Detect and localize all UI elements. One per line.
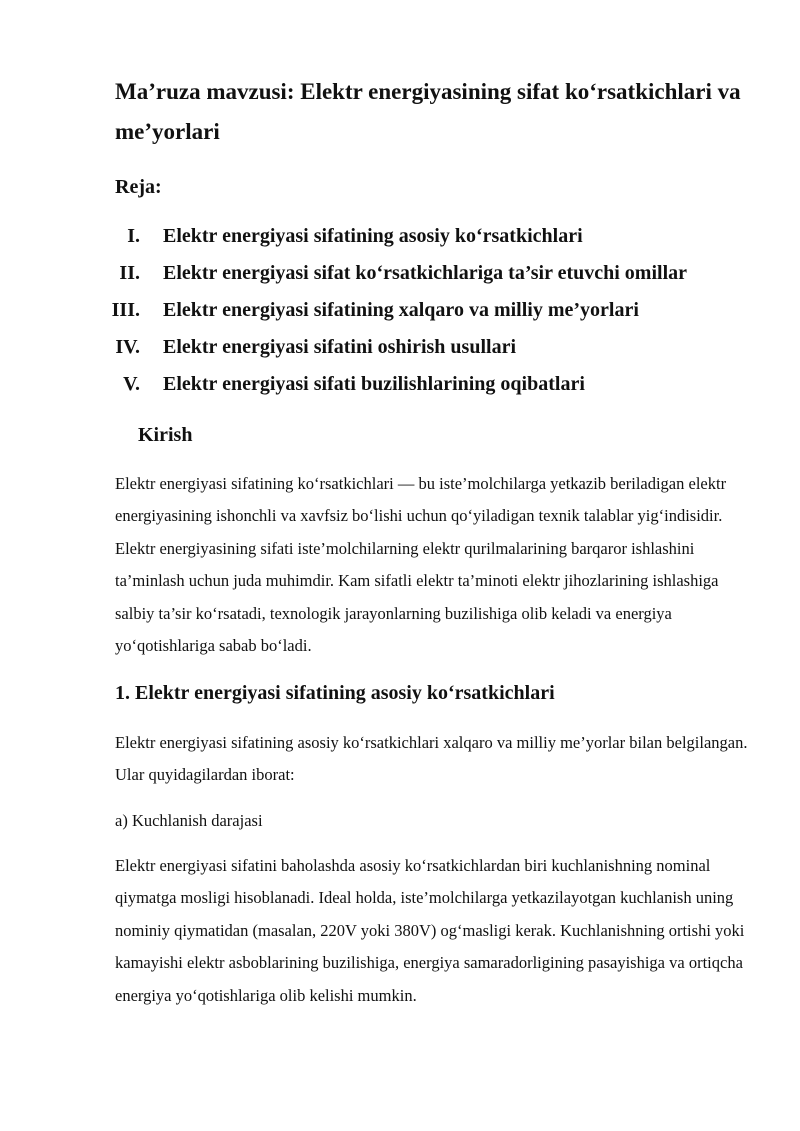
plan-list <box>0 222 800 407</box>
plan-item-number: IV. <box>115 336 140 358</box>
plan-item <box>0 370 800 407</box>
plan-item-number: II. <box>119 262 140 284</box>
section-1-heading: 1. Elektr energiyasi sifatining asosiy ko‘rsatkichlari <box>115 682 555 704</box>
plan-item <box>0 333 800 370</box>
plan-item-number: V. <box>123 373 140 395</box>
lecture-title: Ma’ruza mavzusi: Elektr energiyasining sifat ko‘rsatkichlari va me’yorlari <box>115 79 741 144</box>
intro-heading: Kirish <box>138 424 193 446</box>
plan-item-text: Elektr energiyasi sifatining xalqaro va milliy me’yorlari <box>163 299 639 321</box>
plan-item <box>0 296 800 333</box>
plan-item-text: Elektr energiyasi sifatini oshirish usullari <box>163 336 516 358</box>
plan-heading: Reja: <box>115 176 162 198</box>
subsection-a-heading: a) Kuchlanish darajasi <box>115 811 263 830</box>
plan-item <box>0 259 800 296</box>
plan-item-text: Elektr energiyasi sifati buzilishlarining oqibatlari <box>163 373 585 395</box>
plan-item-number: III. <box>111 299 140 321</box>
plan-item <box>0 222 800 259</box>
plan-item-number: I. <box>127 225 140 247</box>
plan-item-text: Elektr energiyasi sifat ko‘rsatkichlariga ta’sir etuvchi omillar <box>163 262 688 284</box>
subsection-a-paragraph: Elektr energiyasi sifatini baholashda asosiy ko‘rsatkichlardan biri kuchlanishning nominal qiymatga mosligi hisoblanadi. Ideal holda, iste’molchilarga yetkazilayotgan kuchlanish uning nominiy qiymatidan (masalan, 220V yoki 380V) og‘masligi kerak. Kuchlanishning ortishi yoki kamayishi elektr asboblarining buzilishiga, energiya samaradorligining pasayishiga va ortiqcha energiya yo‘qotishlariga olib kelishi mumkin. <box>115 856 745 1005</box>
intro-paragraph: Elektr energiyasi sifatining ko‘rsatkichlari — bu iste’molchilarga yetkazib beriladigan elektr energiyasining ishonchli va xavfsiz bo‘lishi uchun qo‘yiladigan texnik talablar yig‘indisidir. Elektr energiyasining sifati iste’molchilarning elektr qurilmalarining barqaror ishlashini ta’minlash uchun juda muhimdir. Kam sifatli elektr ta’minoti elektr jihozlarining ishlashiga salbiy ta’sir ko‘rsatadi, texnologik jarayonlarning buzilishiga olib keladi va energiya yo‘qotishlariga sabab bo‘ladi. <box>115 474 727 656</box>
section-1-paragraph: Elektr energiyasi sifatining asosiy ko‘rsatkichlari xalqaro va milliy me’yorlar bilan belgilangan. Ular quyidagilardan iborat: <box>115 733 748 785</box>
plan-item-text: Elektr energiyasi sifatining asosiy ko‘rsatkichlari <box>163 225 583 247</box>
